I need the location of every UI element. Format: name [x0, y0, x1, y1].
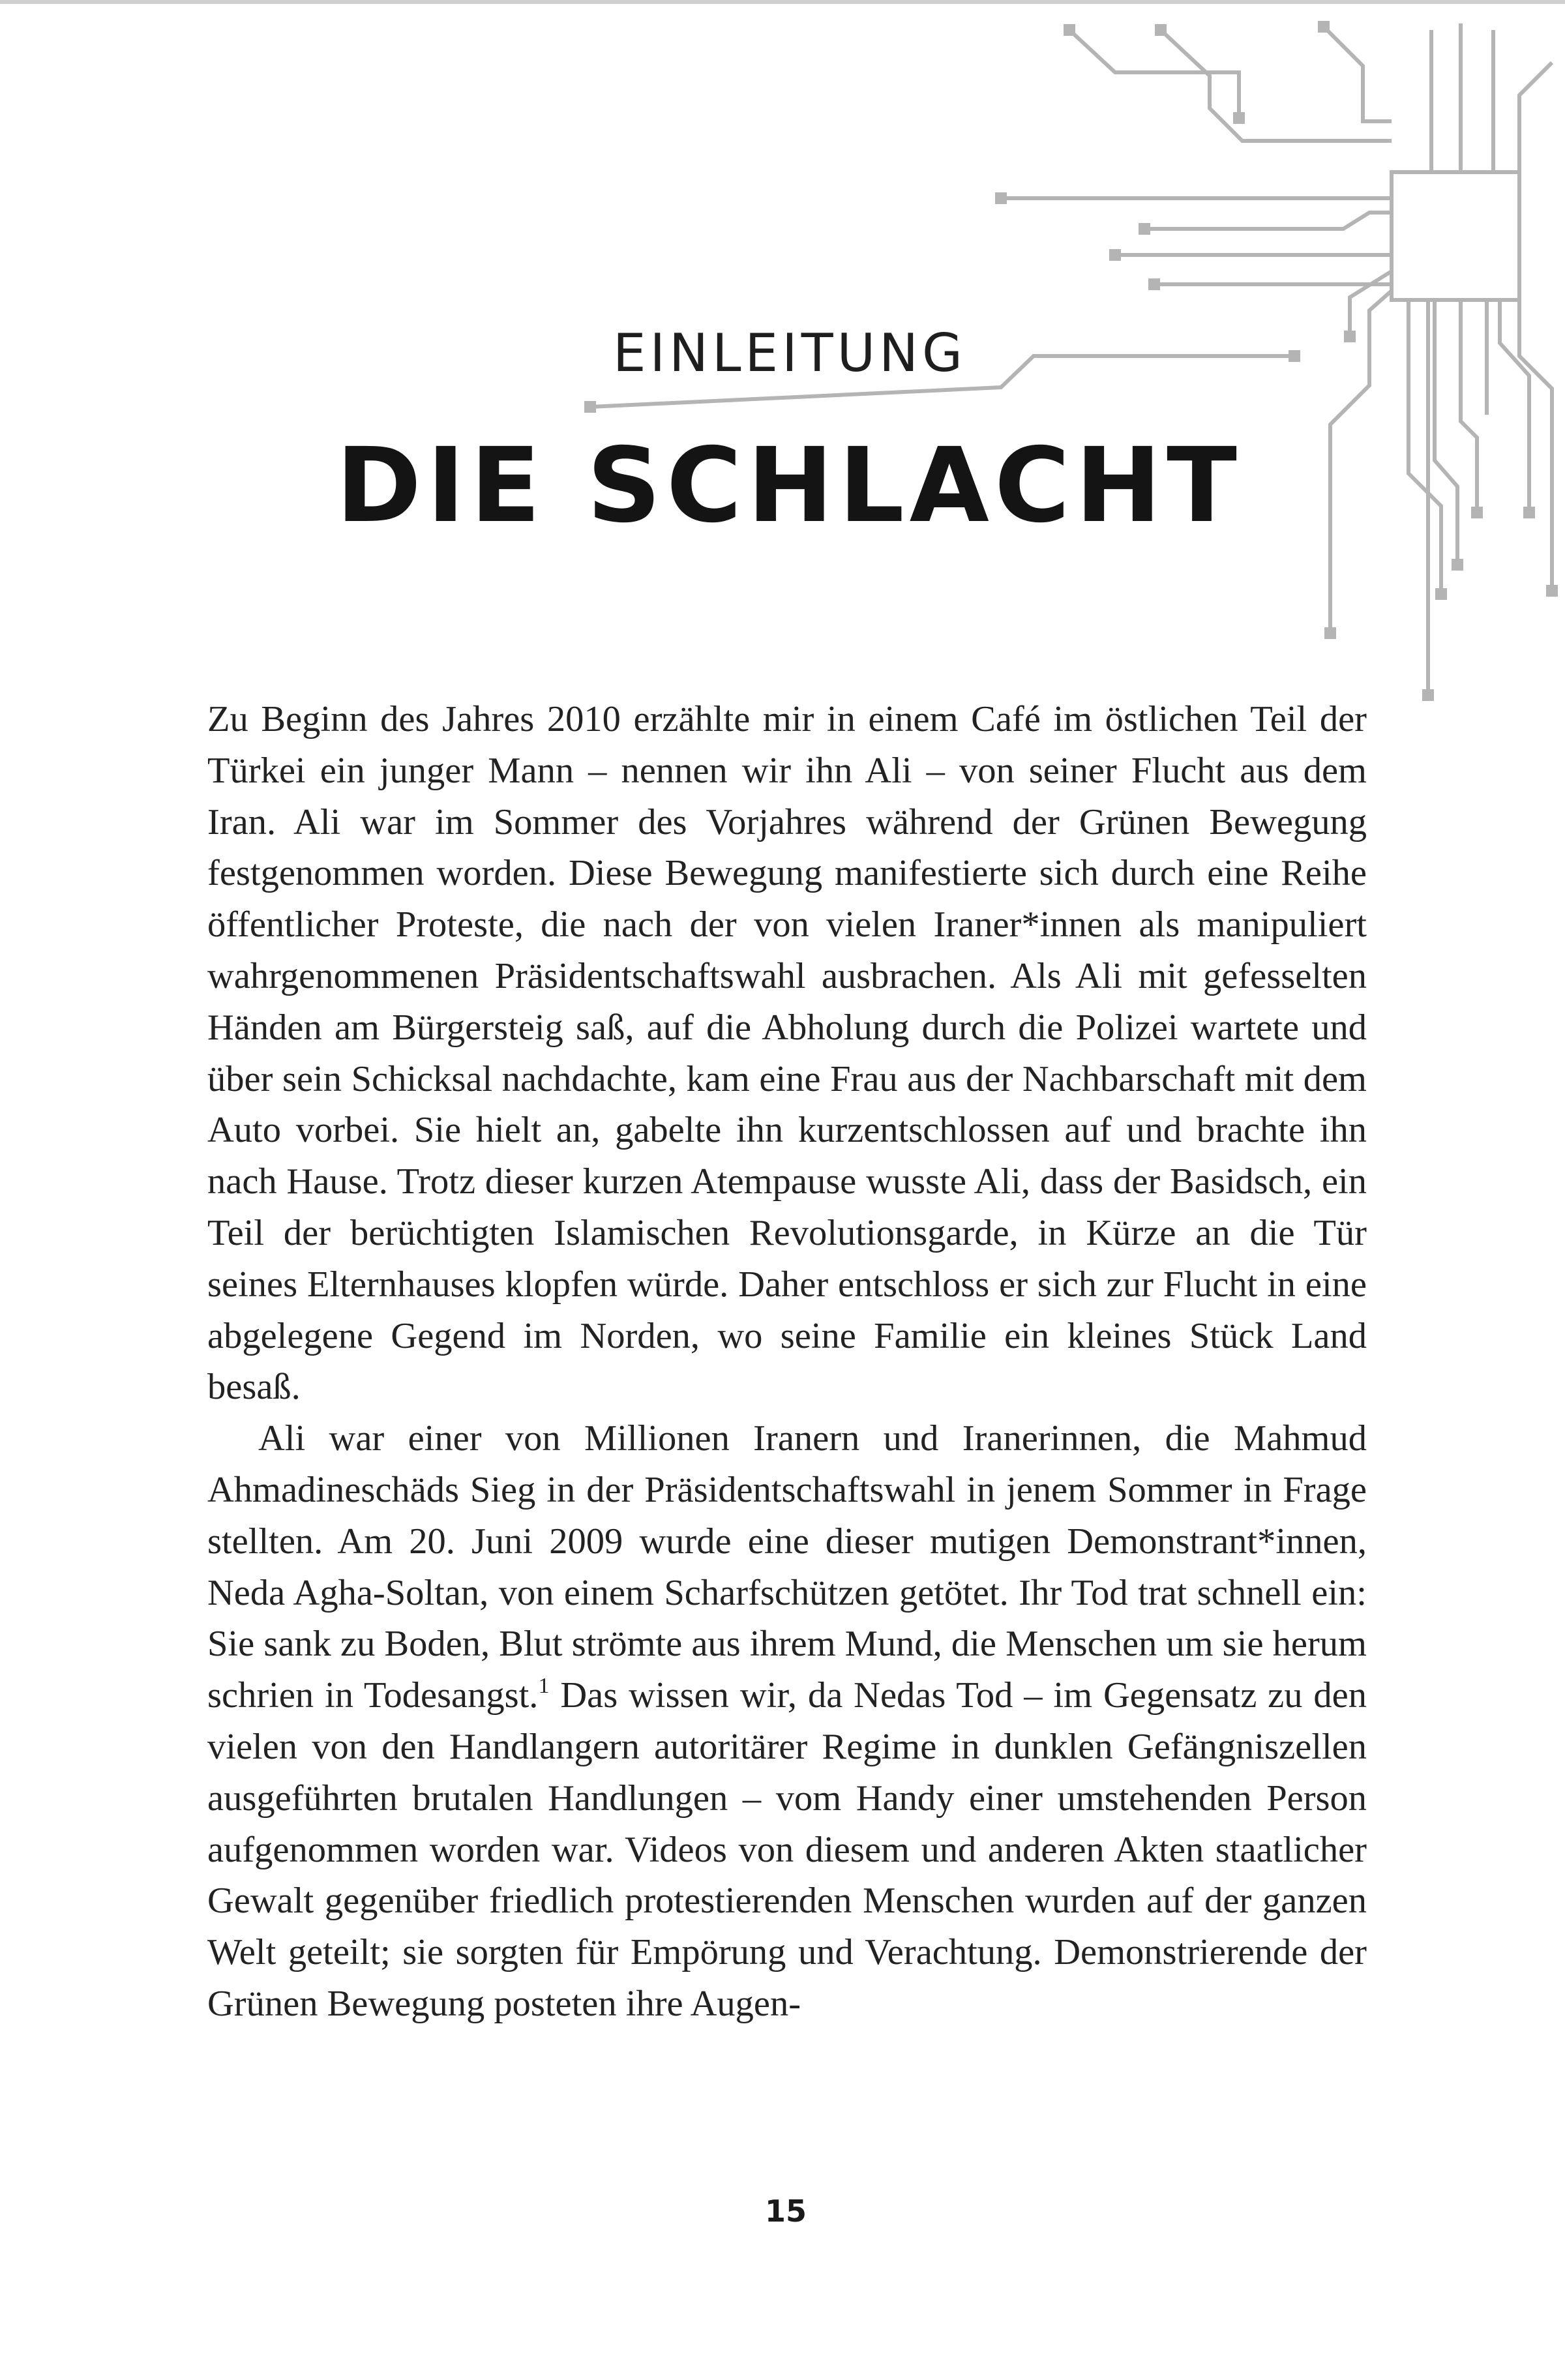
page-number: 15 [764, 2194, 807, 2229]
chapter-kicker: EINLEITUNG [613, 323, 966, 383]
footnote-reference[interactable]: 1 [538, 1674, 550, 1699]
paragraph-text: Ali war einer von Millionen Iranern und Iranerinnen, die Mahmud Ahmadineschäds Sieg in der Präsidentschaftswahl in jenem Sommer in Frage stellten. Am 20. Juni 2009 wurde eine dieser mutigen Demonstrant*innen, Neda Agha-Soltan, von einem Scharfschützen getötet. Ihr Tod trat schnell ein: Sie sank zu Boden, Blut strömte aus ihrem Mund, die Menschen um sie herum schrien in Todesangst. [207, 1418, 1367, 1716]
paragraph-text: Das wissen wir, da Nedas Tod – im Gegensatz zu den vielen von den Handlangern autoritärer Regime in dunklen Gefängniszellen ausgeführten brutalen Handlungen – vom Handy einer umstehenden Person aufgenommen worden war. Videos von diesem und anderen Akten staatlicher Gewalt gegenüber friedlich protestierenden Menschen wurden auf der ganzen Welt geteilt; sie sorgten für Empörung und Verachtung. Demonstrierende der Grünen Bewegung posteten ihre Augen- [207, 1675, 1367, 2024]
paragraph: Zu Beginn des Jahres 2010 erzählte mir in einem Café im östlichen Teil der Türkei ein junger Mann – nennen wir ihn Ali – von seiner Flucht aus dem Iran. Ali war im Sommer des Vorjahres während der Grünen Bewegung festgenommen worden. Diese Bewegung manifestierte sich durch eine Reihe öffentlicher Proteste, die nach der von vielen Iraner*innen als manipuliert wahrgenommenen Präsidentschaftswahl ausbrachen. Als Ali mit gefesselten Händen am Bürgersteig saß, auf die Abholung durch die Polizei wartete und über sein Schicksal nachdachte, kam eine Frau aus der Nachbarschaft mit dem Auto vorbei. Sie hielt an, gabelte ihn kurzentschlossen auf und brachte ihn nach Hause. Trotz dieser kurzen Atempause wusste Ali, dass der Basidsch, ein Teil der berüchtigten Islamischen Revolutionsgarde, in Kürze an die Tür seines Elternhauses klopfen würde. Daher entschloss er sich zur Flucht in eine abgelegene Gegend im Norden, wo seine Familie ein kleines Stück Land besaß. [207, 699, 1367, 1408]
paragraph [207, 1413, 1367, 2030]
chapter-title: DIE SCHLACHT [336, 426, 1242, 546]
body-text [207, 694, 1367, 2030]
